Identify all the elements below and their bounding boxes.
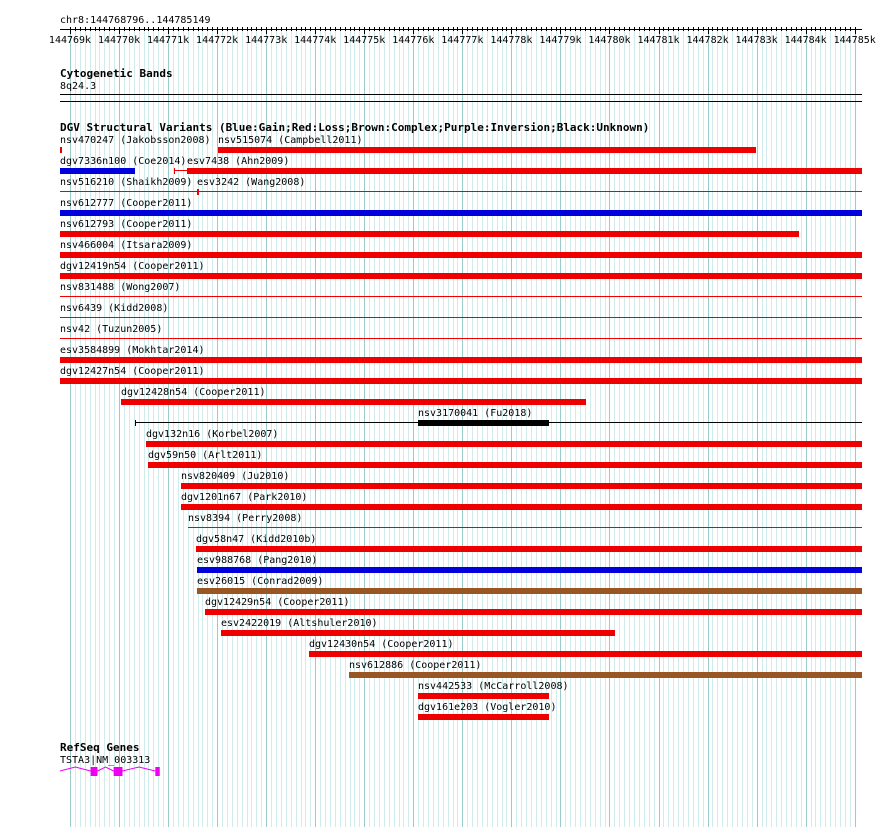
variant-label[interactable]: nsv515074 (Campbell2011) [218, 135, 363, 146]
variant-label[interactable]: nsv516210 (Shaikh2009) [60, 177, 193, 188]
variant-label[interactable]: nsv442533 (McCarroll2008) [418, 681, 569, 692]
ruler-tick-label: 144774k [294, 35, 337, 46]
ruler-tick-label: 144777k [441, 35, 484, 46]
variant-label[interactable]: dgv1201n67 (Park2010) [181, 492, 308, 503]
variant-label[interactable]: esv3242 (Wang2008) [197, 177, 306, 188]
variant-label[interactable]: dgv161e203 (Vogler2010) [418, 702, 557, 713]
variant-label[interactable]: esv2422019 (Altshuler2010) [221, 618, 378, 629]
variant-label[interactable]: nsv470247 (Jakobsson2008) [60, 135, 211, 146]
ruler-tick-label: 144776k [392, 35, 435, 46]
variant-label[interactable]: nsv8394 (Perry2008) [188, 513, 303, 524]
dgv-track-title[interactable]: DGV Structural Variants (Blue:Gain;Red:Loss;Brown:Complex;Purple:Inversion;Black:Unknown) [60, 121, 650, 134]
refseq-track-title[interactable]: RefSeq Genes [60, 741, 140, 754]
gene-intron [60, 767, 91, 771]
variant-label[interactable]: dgv12428n54 (Cooper2011) [121, 387, 266, 398]
ruler-tick-label: 144773k [245, 35, 288, 46]
ruler-tick-label: 144771k [147, 35, 190, 46]
gene-label[interactable]: TSTA3|NM_003313 [60, 755, 151, 766]
ruler-tick-label: 144772k [196, 35, 239, 46]
variant-label[interactable]: dgv132n16 (Korbel2007) [146, 429, 279, 440]
variant-label[interactable]: esv988768 (Pang2010) [197, 555, 318, 566]
cytoband-label[interactable]: 8q24.3 [60, 81, 97, 92]
ruler-tick-label: 144781k [637, 35, 680, 46]
variant-label[interactable]: esv3584899 (Mokhtar2014) [60, 345, 205, 356]
gene-exon [155, 767, 159, 776]
variant-label[interactable]: nsv466004 (Itsara2009) [60, 240, 193, 251]
ruler-tick-label: 144780k [588, 35, 631, 46]
gene-intron [97, 767, 113, 771]
variant-label[interactable]: esv7438 (Ahn2009) [187, 156, 290, 167]
variant-label[interactable]: dgv12419n54 (Cooper2011) [60, 261, 205, 272]
variant-label[interactable]: dgv12427n54 (Cooper2011) [60, 366, 205, 377]
ruler-tick-label: 144782k [686, 35, 729, 46]
gene-exon [114, 767, 123, 776]
variant-label[interactable]: nsv3170041 (Fu2018) [418, 408, 533, 419]
ruler-position: chr8:144768796..144785149 [60, 15, 211, 26]
cytoband-track-title[interactable]: Cytogenetic Bands [60, 67, 173, 80]
ruler-tick-label: 144769k [48, 35, 92, 46]
variant-label[interactable]: nsv612793 (Cooper2011) [60, 219, 193, 230]
ruler-tick-label: 144775k [343, 35, 386, 46]
variant-label[interactable]: dgv58n47 (Kidd2010b) [196, 534, 317, 545]
ruler-tick-label: 144784k [784, 35, 827, 46]
variant-label[interactable]: nsv6439 (Kidd2008) [60, 303, 169, 314]
variant-label[interactable]: nsv831488 (Wong2007) [60, 282, 181, 293]
ruler-tick-label: 144770k [97, 35, 141, 46]
variant-label[interactable]: dgv7336n100 (Coe2014) [60, 156, 187, 167]
ruler-tick-label: 144785k [833, 35, 876, 46]
gene-intron [122, 767, 155, 771]
variant-label[interactable]: nsv612777 (Cooper2011) [60, 198, 193, 209]
variant-label[interactable]: nsv820409 (Ju2010) [181, 471, 290, 482]
variant-label[interactable]: dgv12430n54 (Cooper2011) [309, 639, 454, 650]
ruler-tick-label: 144783k [735, 35, 778, 46]
variant-label[interactable]: esv26015 (Conrad2009) [197, 576, 324, 587]
variant-label[interactable]: dgv59n50 (Arlt2011) [148, 450, 263, 461]
ruler-tick-label: 144779k [539, 35, 582, 46]
variant-label[interactable]: dgv12429n54 (Cooper2011) [205, 597, 350, 608]
variant-label[interactable]: nsv612886 (Cooper2011) [349, 660, 482, 671]
ruler-tick-label: 144778k [490, 35, 533, 46]
variant-label[interactable]: nsv42 (Tuzun2005) [60, 324, 163, 335]
gene-exon [91, 767, 98, 776]
